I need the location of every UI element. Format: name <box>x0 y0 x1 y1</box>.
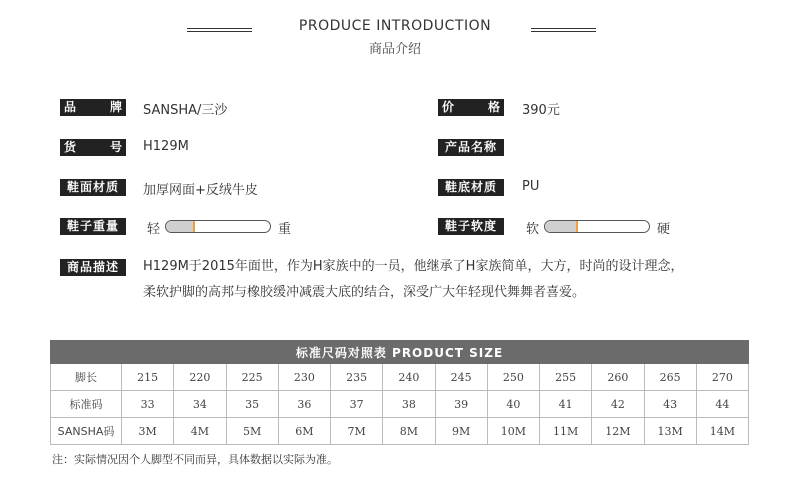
table-cell: 6M <box>278 418 330 445</box>
upper-material-value: 加厚网面+反绒牛皮 <box>143 183 258 198</box>
table-row-label: 脚长 <box>51 364 122 391</box>
weight-slider-fill <box>166 221 193 232</box>
table-cell: 225 <box>226 364 278 391</box>
table-cell: 35 <box>226 391 278 418</box>
table-row-label: SANSHA码 <box>51 418 122 445</box>
weight-max-label: 重 <box>278 222 292 237</box>
price-label-char-2: 格 <box>487 100 500 114</box>
table-cell: 220 <box>174 364 226 391</box>
description-text <box>143 254 683 306</box>
table-cell: 40 <box>487 391 539 418</box>
softness-label: 鞋子软度 <box>438 218 504 235</box>
brand-label <box>60 99 126 116</box>
softness-max-label: 硬 <box>657 222 671 237</box>
weight-min-label: 轻 <box>147 222 161 237</box>
description-label: 商品描述 <box>60 259 126 276</box>
model-label-char-1: 货 <box>64 140 77 154</box>
table-cell: 7M <box>331 418 383 445</box>
section-title-zh: 商品介绍 <box>368 42 421 57</box>
softness-min-label: 软 <box>526 222 540 237</box>
table-cell: 240 <box>383 364 435 391</box>
softness-slider <box>544 220 650 233</box>
model-label-char-2: 号 <box>109 140 122 154</box>
softness-slider-fill <box>545 221 576 232</box>
table-row <box>51 364 749 391</box>
table-cell: 4M <box>174 418 226 445</box>
table-cell: 33 <box>122 391 174 418</box>
description-line-1: H129M于2015年面世，作为H家族中的一员，他继承了H家族简单，大方，时尚的设计理念， <box>143 259 684 274</box>
price-label <box>438 99 504 116</box>
table-cell: 36 <box>278 391 330 418</box>
brand-value: SANSHA/三沙 <box>143 103 228 118</box>
weight-label: 鞋子重量 <box>60 218 126 235</box>
size-chart-title: 标准尺码对照表 PRODUCT SIZE <box>51 341 749 364</box>
table-cell: 38 <box>383 391 435 418</box>
table-cell: 245 <box>435 364 487 391</box>
weight-slider-marker <box>193 221 195 232</box>
size-chart-table <box>50 340 749 445</box>
table-cell: 34 <box>174 391 226 418</box>
table-cell: 43 <box>644 391 696 418</box>
sole-material-label: 鞋底材质 <box>438 179 504 196</box>
table-cell: 37 <box>331 391 383 418</box>
table-cell: 9M <box>435 418 487 445</box>
table-cell: 3M <box>122 418 174 445</box>
brand-label-char-1: 品 <box>64 100 77 114</box>
model-label <box>60 139 126 156</box>
description-line-2: 柔软护脚的高邦与橡胶缓冲减震大底的结合，深受广大年轻现代舞舞者喜爱。 <box>143 285 586 300</box>
softness-slider-marker <box>576 221 578 232</box>
table-row <box>51 391 749 418</box>
table-cell: 235 <box>331 364 383 391</box>
price-label-char-1: 价 <box>442 100 455 114</box>
price-value: 390元 <box>522 103 560 118</box>
table-cell: 260 <box>592 364 644 391</box>
table-cell: 11M <box>540 418 592 445</box>
table-cell: 230 <box>278 364 330 391</box>
table-row <box>51 418 749 445</box>
footnote: 注：实际情况因个人脚型不同而异，具体数据以实际为准。 <box>52 453 338 466</box>
size-chart-body <box>51 364 749 445</box>
table-cell: 270 <box>696 364 748 391</box>
sole-material-value: PU <box>522 179 540 194</box>
upper-material-label: 鞋面材质 <box>60 179 126 196</box>
table-cell: 44 <box>696 391 748 418</box>
table-cell: 250 <box>487 364 539 391</box>
product-name-label: 产品名称 <box>438 139 504 156</box>
table-cell: 42 <box>592 391 644 418</box>
model-value: H129M <box>143 139 189 154</box>
table-cell: 13M <box>644 418 696 445</box>
table-cell: 39 <box>435 391 487 418</box>
weight-slider <box>165 220 271 233</box>
table-cell: 10M <box>487 418 539 445</box>
table-cell: 5M <box>226 418 278 445</box>
table-cell: 265 <box>644 364 696 391</box>
table-cell: 14M <box>696 418 748 445</box>
table-row-label: 标准码 <box>51 391 122 418</box>
section-title-en: PRODUCE INTRODUCTION <box>298 18 492 34</box>
brand-label-char-2: 牌 <box>109 100 122 114</box>
table-cell: 215 <box>122 364 174 391</box>
table-cell: 41 <box>540 391 592 418</box>
table-cell: 12M <box>592 418 644 445</box>
table-cell: 255 <box>540 364 592 391</box>
table-cell: 8M <box>383 418 435 445</box>
